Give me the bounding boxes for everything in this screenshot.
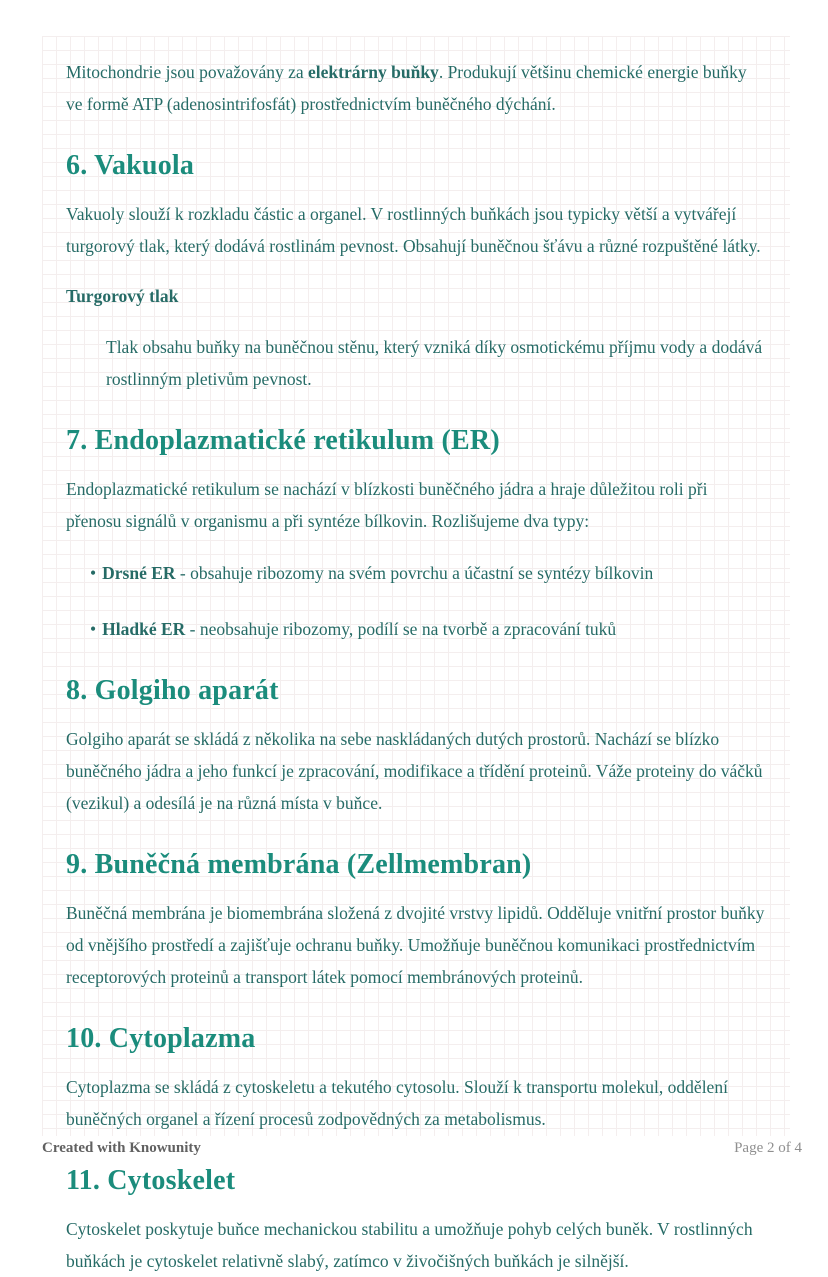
list-item-hladke-er: [90, 613, 766, 645]
paragraph-vakuola: Vakuoly slouží k rozkladu částic a organel. V rostlinných buňkách jsou typicky větší a vytvářejí turgorový tlak, který dodává rostlinám pevnost. Obsahují buněčnou šťávu a různé rozpuštěné látky.: [66, 204, 761, 256]
paragraph-bunecna-membrana: Buněčná membrána je biomembrána složená z dvojité vrstvy lipidů. Odděluje vnitřní prostor buňky od vnějšího prostředí a zajišťuje ochranu buňky. Umožňuje buněčnou komunikaci prostřednictvím receptorových proteinů a transport látek pomocí membránových proteinů.: [66, 903, 765, 987]
text-run-bold: elektrárny buňky: [308, 62, 439, 82]
section-title-cytoskelet: 11. Cytoskelet: [66, 1165, 236, 1196]
er-types-list: [90, 557, 766, 645]
paragraph-mitochondria: [66, 56, 766, 120]
text-run: Mitochondrie jsou považovány za: [66, 62, 309, 82]
section-title-golgiho-aparat: 8. Golgiho aparát: [66, 675, 279, 706]
paragraph-cytoplazma: Cytoplazma se skládá z cytoskeletu a tekutého cytosolu. Slouží k transportu molekul, oddělení buněčných organel a řízení procesů zodpovědných za metabolismus.: [66, 1077, 728, 1129]
bullet-icon: •: [90, 563, 97, 583]
page-number-label: Page 2 of 4: [734, 1140, 802, 1156]
section-title-endoplazmaticke-retikulum: 7. Endoplazmatické retikulum (ER): [66, 425, 500, 456]
bullet-icon: •: [90, 619, 97, 639]
page-footer: [42, 1140, 802, 1157]
created-with-label: Created with Knowunity: [42, 1140, 201, 1156]
list-item-drsne-er: [90, 557, 766, 589]
list-item-lead: Drsné ER: [102, 563, 176, 583]
text-run: . Produkují většinu chemické energie buňky ve formě ATP (adenosintrifosfát) prostřednictvím buněčného dýchání.: [66, 62, 747, 114]
list-item-text: - neobsahuje ribozomy, podílí se na tvorbě a zpracování tuků: [185, 619, 617, 639]
subheading-turgorovy-tlak: Turgorový tlak: [66, 286, 179, 306]
paragraph-endoplazmaticke-retikulum: Endoplazmatické retikulum se nachází v blízkosti buněčného jádra a hraje důležitou roli při přenosu signálů v organismu a při syntéze bílkovin. Rozlišujeme dva typy:: [66, 479, 708, 531]
section-title-cytoplazma: 10. Cytoplazma: [66, 1023, 256, 1054]
paragraph-cytoskelet: Cytoskelet poskytuje buňce mechanickou stabilitu a umožňuje pohyb celých buněk. V rostlinných buňkách je cytoskelet relativně slabý, zatímco v živočišných buňkách je silnější.: [66, 1219, 753, 1271]
list-item-lead: Hladké ER: [102, 619, 186, 639]
section-title-bunecna-membrana: 9. Buněčná membrána (Zellmembran): [66, 849, 532, 880]
list-item-text: - obsahuje ribozomy na svém povrchu a účastní se syntézy bílkovin: [175, 563, 654, 583]
section-title-vakuola: 6. Vakuola: [66, 150, 195, 181]
definition-turgorovy-tlak: Tlak obsahu buňky na buněčnou stěnu, který vzniká díky osmotickému příjmu vody a dodává rostlinným pletivům pevnost.: [106, 337, 763, 389]
paragraph-golgiho-aparat: Golgiho aparát se skládá z několika na sebe naskládaných dutých prostorů. Nachází se blízko buněčného jádra a jeho funkcí je zpracování, modifikace a třídění proteinů. Váže proteiny do váčků (vezikul) a odesílá je na různá místa v buňce.: [66, 729, 763, 813]
